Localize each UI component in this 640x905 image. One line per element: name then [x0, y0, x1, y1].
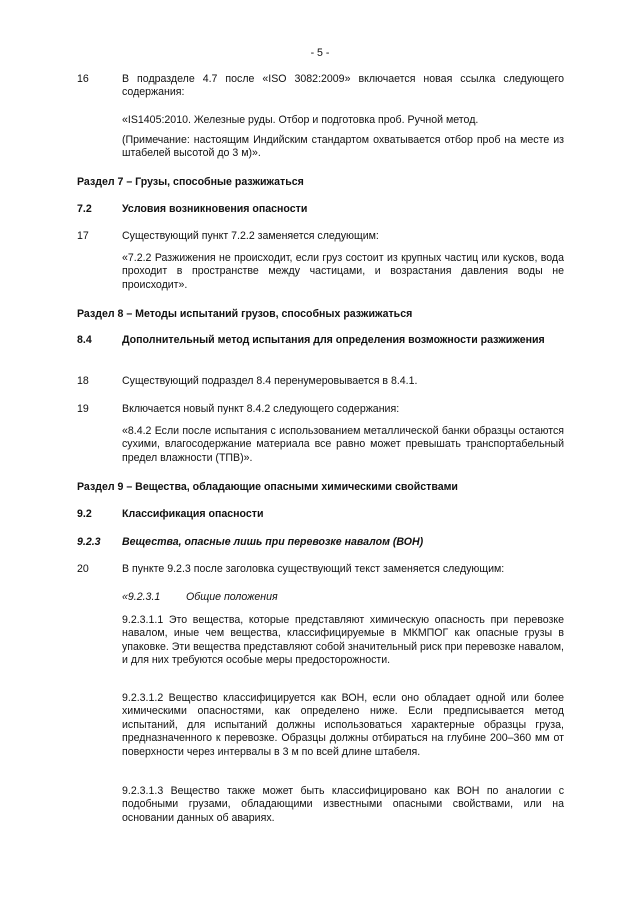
item-19-quote: «8.4.2 Если после испытания с использованием металлической банки образцы остаются сухими, влагосодержание материала все равно может превышать транспортабельный предел влажности (ТПВ)». — [122, 425, 564, 464]
subsection-9-2-3-title: Вещества, опасные лишь при перевозке навалом (ВОН) — [122, 536, 424, 548]
subsection-8-4-number: 8.4 — [77, 334, 92, 346]
subsection-7-2-title: Условия возникновения опасности — [122, 203, 308, 215]
item-16-text: В подразделе 4.7 после «ISO 3082:2009» включается новая ссылка следующего содержания: — [122, 73, 564, 99]
paragraph-9-2-3-1-2: 9.2.3.1.2 Вещество классифицируется как ВОН, если оно обладает одной или более химическими опасностями, как определено ниже. Если предписывается метод испытаний, для испытаний должны использоваться характерные образцы груза, предназначенного к перевозке. Образцы должны отбираться на глубине 200–360 мм от поверхности через интервалы в 3 м по всей длине штабеля. — [122, 692, 564, 758]
item-number-20: 20 — [77, 563, 89, 575]
clause-9-2-3-1-title: Общие положения — [186, 591, 278, 603]
clause-9-2-3-1-number: «9.2.3.1 — [122, 591, 161, 603]
item-16-quote-2: (Примечание: настоящим Индийским стандартом охватывается отбор проб на месте из штабелей высотой до 3 м)». — [122, 134, 564, 160]
subsection-9-2-number: 9.2 — [77, 508, 92, 520]
subsection-8-4-title: Дополнительный метод испытания для определения возможности разжижения — [122, 334, 545, 346]
subsection-9-2-3-number: 9.2.3 — [77, 536, 101, 548]
item-18-text: Существующий подраздел 8.4 перенумеровывается в 8.4.1. — [122, 375, 418, 387]
page-number: - 5 - — [310, 47, 330, 59]
item-19-text: Включается новый пункт 8.4.2 следующего содержания: — [122, 403, 400, 415]
item-17-text: Существующий пункт 7.2.2 заменяется следующим: — [122, 230, 379, 242]
section-7-heading: Раздел 7 – Грузы, способные разжижаться — [77, 176, 304, 188]
item-number-19: 19 — [77, 403, 89, 415]
item-number-17: 17 — [77, 230, 89, 242]
subsection-9-2-title: Классификация опасности — [122, 508, 264, 520]
section-8-heading: Раздел 8 – Методы испытаний грузов, способных разжижаться — [77, 308, 413, 320]
paragraph-9-2-3-1-3: 9.2.3.1.3 Вещество также может быть классифицировано как ВОН по аналогии с подобными грузами, обладающими известными опасными свойствами, или на основании данных об авариях. — [122, 785, 564, 824]
item-number-18: 18 — [77, 375, 89, 387]
item-number-16: 16 — [77, 73, 89, 85]
item-17-quote: «7.2.2 Разжижения не происходит, если груз состоит из крупных частиц или кусков, вода проходит в пространстве между частицами, и возрастания давления воды не происходит». — [122, 252, 564, 291]
section-9-heading: Раздел 9 – Вещества, обладающие опасными химическими свойствами — [77, 481, 458, 493]
paragraph-9-2-3-1-1: 9.2.3.1.1 Это вещества, которые представляют химическую опасность при перевозке навалом, иные чем вещества, классифицируемые в МКМПОГ как опасные грузы в упаковке. Эти вещества представляют собой значительный риск при перевозке навалом, и для них требуются особые меры предосторожности. — [122, 614, 564, 667]
subsection-7-2-number: 7.2 — [77, 203, 92, 215]
item-16-quote-1: «IS1405:2010. Железные руды. Отбор и подготовка проб. Ручной метод. — [122, 114, 479, 126]
item-20-text: В пункте 9.2.3 после заголовка существующий текст заменяется следующим: — [122, 563, 505, 575]
